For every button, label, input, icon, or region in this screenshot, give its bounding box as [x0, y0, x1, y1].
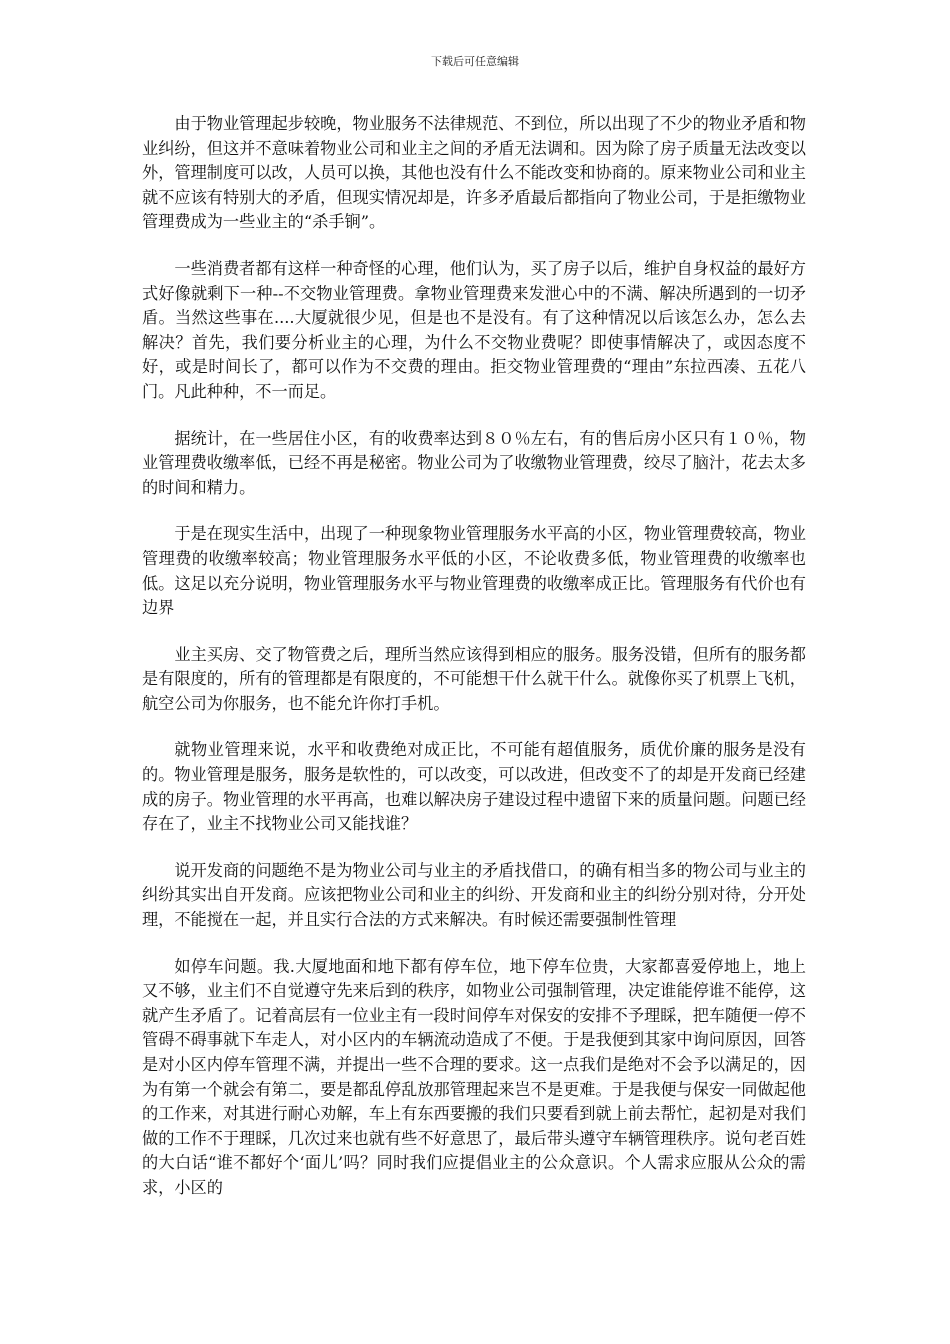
paragraph-5: 业主买房、交了物管费之后，理所当然应该得到相应的服务。服务没错，但所有的服务都是有限度的，所有的管理都是有限度的，不可能想干什么就干什么。就像你买了机票上飞机，航空公司为你服务，也不能允许你打手机。 — [142, 644, 806, 713]
paragraph-1: 由于物业管理起步较晚，物业服务不法律规范、不到位，所以出现了不少的物业矛盾和物业纠纷，但这并不意味着物业公司和业主之间的矛盾无法调和。因为除了房子质量无法改变以外，管理制度可以改，人员可以换，其他也没有什么不能改变和协商的。原来物业公司和业主就不应该有特别大的矛盾，但现实情况却是，许多矛盾最后都指向了物业公司，于是拒缴物业管理费成为一些业主的“杀手锏”。 — [142, 114, 806, 232]
paragraph-6: 就物业管理来说，水平和收费绝对成正比，不可能有超值服务，质优价廉的服务是没有的。物业管理是服务，服务是软性的，可以改变，可以改进，但改变不了的却是开发商已经建成的房子。物业管理的水平再高，也难以解决房子建设过程中遗留下来的质量问题。问题已经存在了，业主不找物业公司又能找谁？ — [142, 740, 806, 834]
page-header: 下载后可任意编辑 — [431, 55, 519, 68]
paragraph-4: 于是在现实生活中，出现了一种现象物业管理服务水平高的小区，物业管理费较高，物业管理费的收缴率较高；物业管理服务水平低的小区，不论收费多低，物业管理费的收缴率也低。这足以充分说明，物业管理服务水平与物业管理费的收缴率成正比。管理服务有代价也有边界 — [142, 524, 806, 618]
paragraph-3: 据统计，在一些居住小区，有的收费率达到８０％左右，有的售后房小区只有１０％，物业管理费收缴率低，已经不再是秘密。物业公司为了收缴物业管理费，绞尽了脑汁，花去太多的时间和精力。 — [142, 428, 806, 497]
paragraph-7: 说开发商的问题绝不是为物业公司与业主的矛盾找借口，的确有相当多的物公司与业主的纠纷其实出自开发商。应该把物业公司和业主的纠纷、开发商和业主的纠纷分别对待，分开处理，不能搅在一起，并且实行合法的方式来解决。有时候还需要强制性管理 — [142, 860, 806, 930]
document-body — [142, 112, 806, 1201]
paragraph-8: 如停车问题。我.大厦地面和地下都有停车位，地下停车位贵，大家都喜爱停地上，地上又不够，业主们不自觉遵守先来后到的秩序，如物业公司强制管理，决定谁能停谁不能停，这就产生矛盾了。记着高层有一位业主有一段时间停车对保安的安排不予理睬，把车随便一停不管碍不碍事就下车走人，对小区内的车辆流动造成了不便。于是我便到其家中询问原因，回答是对小区内停车管理不满，并提出一些不合理的要求。这一点我们是绝对不会予以满足的，因为有第一个就会有第二，要是都乱停乱放那管理起来岂不是更难。于是我便与保安一同做起他的工作来，对其进行耐心劝解，车上有东西要搬的我们只要看到就上前去帮忙，起初是对我们做的工作不于理睬，几次过来也就有些不好意思了，最后带头遵守车辆管理秩序。说句老百姓的大白话“谁不都好个‘面儿’吗？同时我们应提倡业主的公众意识。个人需求应服从公众的需求，小区的 — [142, 956, 806, 1197]
paragraph-2: 一些消费者都有这样一种奇怪的心理，他们认为，买了房子以后，维护自身权益的最好方式好像就剩下一种--不交物业管理费。拿物业管理费来发泄心中的不满、解决所遇到的一切矛盾。当然这些事在....大厦就很少见，但是也不是没有。有了这种情况以后该怎么办，怎么去解决？首先，我们要分析业主的心理，为什么不交物业费呢？即使事情解决了，或因态度不好，或是时间长了，都可以作为不交费的理由。拒交物业管理费的“理由”东拉西凑、五花八门。凡此种种，不一而足。 — [142, 258, 806, 401]
